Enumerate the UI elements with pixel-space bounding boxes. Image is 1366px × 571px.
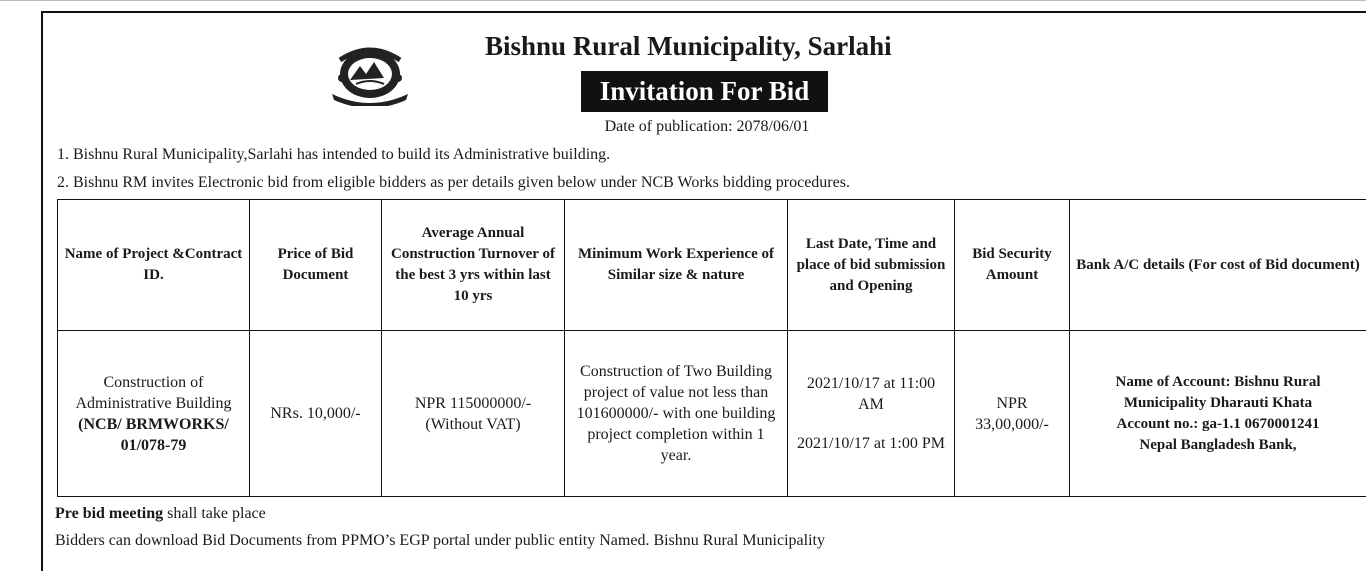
- submission-date: 2021/10/17 at 11:00 AM: [794, 373, 948, 415]
- top-edge-line: [0, 0, 1366, 3]
- cell-bank: [1070, 331, 1366, 497]
- publication-date: Date of publication: 2078/06/01: [581, 118, 833, 136]
- table-row: [58, 331, 1366, 497]
- intro-line-1: 1. Bishnu Rural Municipality,Sarlahi has intended to build its Administrative building.: [57, 146, 610, 164]
- cell-experience: Construction of Two Building project of value not less than 101600000/- with one building project completion within 1 year.: [565, 331, 788, 497]
- page-title: Bishnu Rural Municipality, Sarlahi: [485, 31, 892, 62]
- cell-dates: [788, 331, 955, 497]
- project-name: Construction of Administrative Building: [64, 372, 243, 414]
- header-experience: Minimum Work Experience of Similar size & nature: [565, 200, 788, 331]
- header-submission: Last Date, Time and place of bid submission and Opening: [788, 200, 955, 331]
- municipality-emblem-icon: [326, 38, 414, 106]
- header-price: Price of Bid Document: [250, 200, 382, 331]
- intro-line-2: 2. Bishnu RM invites Electronic bid from eligible bidders as per details given below under NCB Works bidding procedures.: [57, 174, 850, 192]
- cell-project: [58, 331, 250, 497]
- header-security: Bid Security Amount: [955, 200, 1070, 331]
- bid-details-table: [57, 199, 1366, 497]
- cell-turnover: NPR 115000000/- (Without VAT): [382, 331, 565, 497]
- cell-security: NPR 33,00,000/-: [955, 331, 1070, 497]
- cell-price: NRs. 10,000/-: [250, 331, 382, 497]
- header-bank: Bank A/C details (For cost of Bid document): [1070, 200, 1366, 331]
- bank-account-name: Name of Account: Bishnu Rural Municipality Dharauti Khata: [1076, 372, 1360, 414]
- table-header-row: [58, 200, 1366, 331]
- invitation-banner: Invitation For Bid: [581, 71, 828, 112]
- prebid-bold: Pre bid meeting: [55, 505, 163, 522]
- header-project: Name of Project &Contract ID.: [58, 200, 250, 331]
- header-turnover: Average Annual Construction Turnover of the best 3 yrs within last 10 yrs: [382, 200, 565, 331]
- prebid-note: [55, 505, 266, 523]
- bank-name: Nepal Bangladesh Bank,: [1076, 435, 1360, 456]
- download-note: Bidders can download Bid Documents from PPMO’s EGP portal under public entity Named. Bishnu Rural Municipality: [55, 532, 825, 550]
- prebid-rest: shall take place: [163, 505, 266, 522]
- contract-id: (NCB/ BRMWORKS/ 01/078-79: [64, 414, 243, 456]
- bank-account-no: Account no.: ga-1.1 0670001241: [1076, 414, 1360, 435]
- opening-date: 2021/10/17 at 1:00 PM: [794, 433, 948, 454]
